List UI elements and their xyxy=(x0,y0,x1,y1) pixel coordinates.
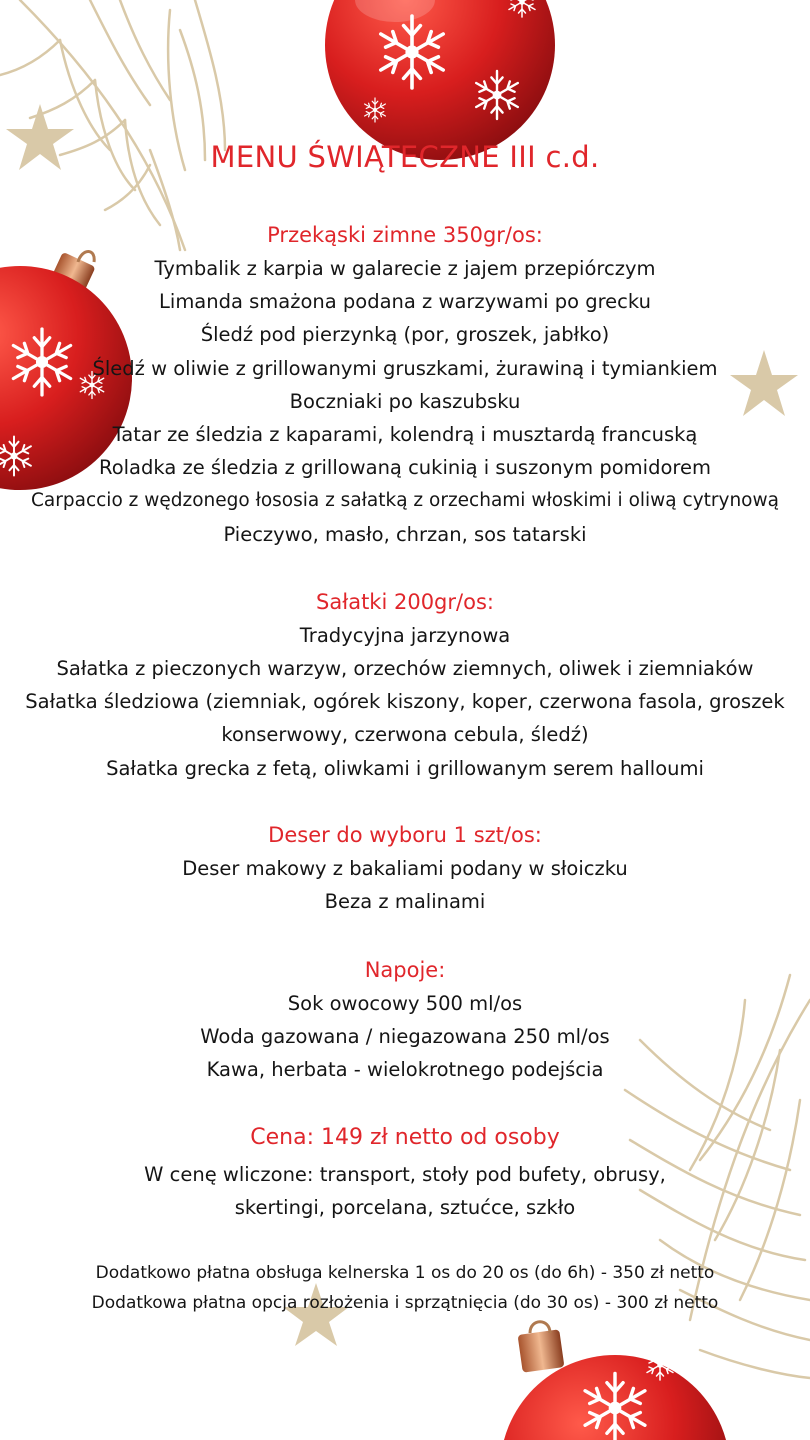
menu-item: Pieczywo, masło, chrzan, sos tatarski xyxy=(223,523,587,546)
menu-item: Roladka ze śledzia z grillowaną cukinią i suszonym pomidorem xyxy=(99,456,711,479)
price-includes-line: W cenę wliczone: transport, stoły pod bufety, obrusy, xyxy=(144,1163,666,1186)
additional-note: Dodatkowo płatna obsługa kelnerska 1 os do 20 os (do 6h) - 350 zł netto xyxy=(95,1263,715,1283)
menu-item: Sałatka grecka z fetą, oliwkami i grillowanym serem halloumi xyxy=(106,757,704,780)
menu-item: Tradycyjna jarzynowa xyxy=(299,624,511,647)
menu-item: Kawa, herbata - wielokrotnego podejścia xyxy=(206,1058,604,1081)
menu-item: Sałatka z pieczonych warzyw, orzechów ziemnych, oliwek i ziemniaków xyxy=(56,657,754,680)
ornament-ball-top xyxy=(325,0,555,160)
additional-note: Dodatkowa płatna opcja rozłożenia i sprzątnięcia (do 30 os) - 300 zł netto xyxy=(91,1293,719,1313)
section-heading-dessert: Deser do wyboru 1 szt/os: xyxy=(268,823,542,847)
ornament-ball-bottom xyxy=(500,1322,730,1440)
menu-item: Sok owocowy 500 ml/os xyxy=(287,992,523,1015)
menu-item: Tymbalik z karpia w galarecie z jajem przepiórczym xyxy=(154,257,656,280)
menu-item: Śledź pod pierzynką (por, groszek, jabłko) xyxy=(200,323,610,346)
price-includes-line: skertingi, porcelana, sztućce, szkło xyxy=(234,1196,576,1219)
menu-item: Boczniaki po kaszubsku xyxy=(289,390,521,413)
menu-title: MENU ŚWIĄTECZNE III c.d. xyxy=(210,140,600,174)
menu-item: Woda gazowana / niegazowana 250 ml/os xyxy=(200,1025,610,1048)
menu-item: Beza z malinami xyxy=(324,890,486,913)
section-heading-drinks: Napoje: xyxy=(364,958,446,982)
menu-item: Deser makowy z bakaliami podany w słoiczku xyxy=(182,857,628,880)
menu-item: Sałatka śledziowa (ziemniak, ogórek kiszony, koper, czerwona fasola, groszek xyxy=(25,690,785,713)
section-heading-salads: Sałatki 200gr/os: xyxy=(316,590,494,614)
menu-item: Carpaccio z wędzonego łososia z sałatką z orzechami włoskimi i oliwą cytrynową xyxy=(31,490,779,511)
menu-item: Limanda smażona podana z warzywami po grecku xyxy=(159,290,651,313)
menu-item: Śledź w oliwie z grillowanymi gruszkami, żurawiną i tymiankiem xyxy=(92,357,718,380)
menu-item: konserwowy, czerwona cebula, śledź) xyxy=(221,723,589,746)
price-heading: Cena: 149 zł netto od osoby xyxy=(250,1125,560,1150)
section-heading-cold-starters: Przekąski zimne 350gr/os: xyxy=(267,223,543,247)
menu-item: Tatar ze śledzia z kaparami, kolendrą i musztardą francuską xyxy=(112,423,698,446)
